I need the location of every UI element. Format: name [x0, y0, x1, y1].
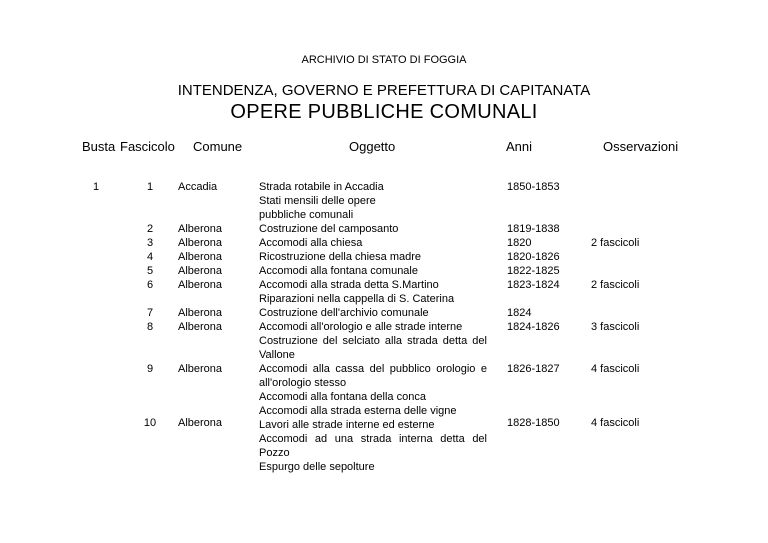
oggetto-line: Costruzione del camposanto: [259, 223, 399, 235]
anni-cell: 1820-1826: [507, 251, 560, 263]
osservazioni-cell: 3 fascicoli: [591, 321, 640, 333]
column-header-comune: Comune: [193, 139, 243, 154]
busta-cell: 1: [92, 181, 100, 193]
oggetto-line: Vallone: [259, 349, 295, 361]
oggetto-line: pubbliche comunali: [259, 209, 354, 221]
anni-cell: 1824-1826: [507, 321, 560, 333]
fascicolo-cell: 3: [146, 237, 154, 249]
anni-cell: 1826-1827: [507, 363, 560, 375]
fascicolo-cell: 6: [146, 279, 154, 291]
fascicolo-cell: 1: [146, 181, 154, 193]
column-header-osservazioni: Osservazioni: [603, 139, 679, 154]
oggetto-line: Accomodi alla fontana della conca: [259, 391, 426, 403]
anni-cell: 1820: [507, 237, 532, 249]
anni-cell: 1824: [507, 307, 532, 319]
page-title: OPERE PUBBLICHE COMUNALI: [230, 101, 538, 123]
oggetto-line: Strada rotabile in Accadia: [259, 181, 384, 193]
fascicolo-cell: 7: [146, 307, 154, 319]
column-header-anni: Anni: [506, 139, 533, 154]
anni-cell: 1850-1853: [507, 181, 560, 193]
fascicolo-cell: 5: [146, 265, 154, 277]
archive-name: ARCHIVIO DI STATO DI FOGGIA: [301, 54, 467, 66]
anni-cell: 1819-1838: [507, 223, 560, 235]
oggetto-line: Riparazioni nella cappella di S. Caterina: [259, 293, 455, 305]
anni-cell: 1823-1824: [507, 279, 560, 291]
osservazioni-cell: 2 fascicoli: [591, 237, 640, 249]
oggetto-line: all'orologio stesso: [259, 377, 347, 389]
oggetto-line: Costruzione del selciato alla strada detta del: [259, 335, 487, 347]
intendenza-heading: INTENDENZA, GOVERNO E PREFETTURA DI CAPITANATA: [177, 82, 591, 99]
oggetto-line: Pozzo: [259, 447, 290, 459]
osservazioni-cell: 2 fascicoli: [591, 279, 640, 291]
oggetto-line: Ricostruzione della chiesa madre: [259, 251, 422, 263]
oggetto-line: Accomodi alla cassa del pubblico orologio e: [259, 363, 487, 375]
fascicolo-cell: 9: [146, 363, 154, 375]
comune-cell: Alberona: [178, 265, 223, 277]
comune-cell: Alberona: [178, 251, 223, 263]
column-header-oggetto: Oggetto: [349, 139, 396, 154]
column-header-fascicolo: Fascicolo: [120, 139, 175, 154]
fascicolo-cell: 2: [146, 223, 154, 235]
oggetto-line: Espurgo delle sepolture: [259, 461, 375, 473]
oggetto-line: Stati mensili delle opere: [259, 195, 376, 207]
oggetto-line: Costruzione dell'archivio comunale: [259, 307, 429, 319]
oggetto-column: [259, 180, 487, 474]
comune-cell: Alberona: [178, 237, 223, 249]
oggetto-line: Accomodi all'orologio e alle strade interne: [259, 321, 463, 333]
anni-cell: 1822-1825: [507, 265, 560, 277]
osservazioni-cell: 4 fascicoli: [591, 363, 640, 375]
anni-cell: 1828-1850: [507, 417, 560, 429]
comune-cell: Alberona: [178, 363, 223, 375]
oggetto-line: Accomodi alla strada detta S.Martino: [259, 279, 439, 291]
comune-cell: Alberona: [178, 307, 223, 319]
oggetto-line: Accomodi alla strada esterna delle vigne: [259, 405, 457, 417]
oggetto-line: Accomodi alla chiesa: [259, 237, 363, 249]
osservazioni-cell: 4 fascicoli: [591, 417, 640, 429]
fascicolo-cell: 8: [146, 321, 154, 333]
comune-cell: Accadia: [178, 181, 218, 193]
oggetto-line: Accomodi ad una strada interna detta del: [259, 433, 487, 445]
comune-cell: Alberona: [178, 321, 223, 333]
column-header-busta: Busta: [82, 139, 116, 154]
fascicolo-cell: 10: [143, 417, 157, 429]
comune-cell: Alberona: [178, 223, 223, 235]
oggetto-line: Lavori alle strade interne ed esterne: [259, 419, 435, 431]
oggetto-line: Accomodi alla fontana comunale: [259, 265, 418, 277]
fascicolo-cell: 4: [146, 251, 154, 263]
comune-cell: Alberona: [178, 279, 223, 291]
comune-cell: Alberona: [178, 417, 223, 429]
